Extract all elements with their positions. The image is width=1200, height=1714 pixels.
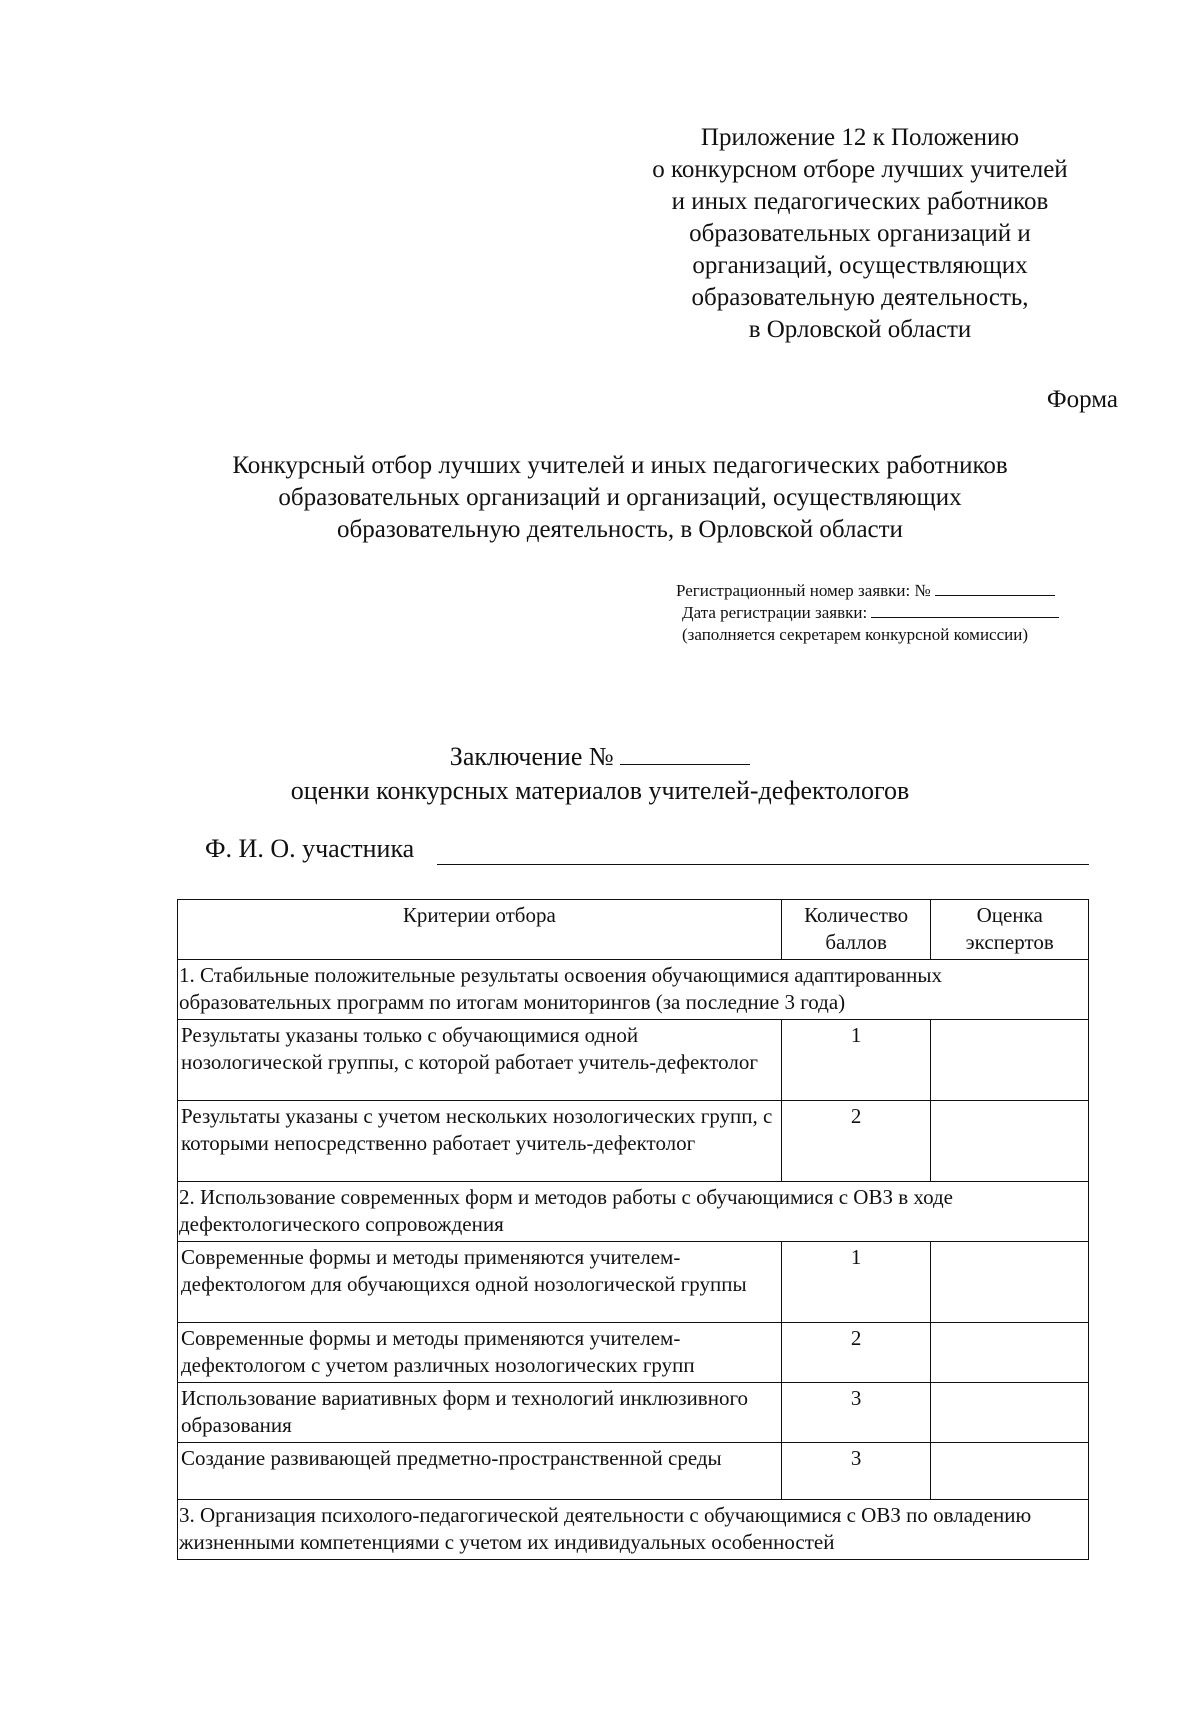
points-cell: 1 <box>781 1242 931 1323</box>
table-row <box>178 1443 1089 1500</box>
appendix-line: и иных педагогических работников <box>671 188 1049 215</box>
points-cell: 2 <box>781 1323 931 1383</box>
participant-name-field[interactable] <box>437 864 1089 865</box>
criterion-cell: Создание развивающей предметно-пространственной среды <box>178 1443 782 1500</box>
criterion-cell: Результаты указаны с учетом нескольких нозологических групп, с которыми непосредственно работает учитель-дефектолог <box>178 1101 782 1182</box>
conclusion-subtitle: оценки конкурсных материалов учителей-дефектологов <box>290 776 910 805</box>
heading-line: образовательных организаций и организаций, осуществляющих <box>278 484 962 511</box>
criterion-cell: Современные формы и методы применяются учителем-дефектологом для обучающихся одной нозологической группы <box>178 1242 782 1323</box>
criterion-cell: Использование вариативных форм и технологий инклюзивного образования <box>178 1383 782 1443</box>
table-row <box>178 1323 1089 1383</box>
header-expert: Оценка экспертов <box>931 900 1089 960</box>
appendix-line: организаций, осуществляющих <box>692 252 1028 279</box>
section-title: 2. Использование современных форм и методов работы с обучающимися с ОВЗ в ходе дефектологического сопровождения <box>178 1182 1089 1242</box>
points-cell: 3 <box>781 1443 931 1500</box>
section-title: 3. Организация психолого-педагогической деятельности с обучающимися с ОВЗ по овладению жизненными компетенциями с учетом их индивидуальных особенностей <box>178 1500 1089 1560</box>
conclusion-block <box>250 740 950 808</box>
document-heading <box>170 450 1070 546</box>
form-label: Форма <box>1046 386 1118 413</box>
section-row <box>178 1500 1089 1560</box>
expert-score-cell[interactable] <box>931 1020 1089 1101</box>
registration-block <box>676 580 1059 646</box>
appendix-line: в Орловской области <box>748 316 972 343</box>
registration-date-label: Дата регистрации заявки: <box>682 603 868 622</box>
conclusion-number-field[interactable] <box>620 744 750 765</box>
appendix-line: образовательных организаций и <box>689 220 1031 247</box>
expert-score-cell[interactable] <box>931 1323 1089 1383</box>
section-title: 1. Стабильные положительные результаты освоения обучающимися адаптированных образовательных программ по итогам мониторингов (за последние 3 года) <box>178 960 1089 1020</box>
expert-score-cell[interactable] <box>931 1101 1089 1182</box>
criterion-cell: Современные формы и методы применяются учителем-дефектологом с учетом различных нозологических групп <box>178 1323 782 1383</box>
header-criteria: Критерии отбора <box>178 900 782 960</box>
registration-note: (заполняется секретарем конкурсной комиссии) <box>682 625 1028 644</box>
criterion-cell: Результаты указаны только с обучающимися одной нозологической группы, с которой работает учитель-дефектолог <box>178 1020 782 1101</box>
registration-number-field[interactable] <box>935 580 1055 596</box>
points-cell: 3 <box>781 1383 931 1443</box>
header-points: Количество баллов <box>781 900 931 960</box>
table-row <box>178 1020 1089 1101</box>
participant-label: Ф. И. О. участника <box>205 834 415 863</box>
section-row <box>178 1182 1089 1242</box>
table-row <box>178 1101 1089 1182</box>
appendix-line: образовательную деятельность, <box>691 284 1029 311</box>
conclusion-title: Заключение № <box>449 742 614 771</box>
points-cell: 2 <box>781 1101 931 1182</box>
registration-number-label: Регистрационный номер заявки: № <box>676 581 931 600</box>
appendix-line: Приложение 12 к Положению <box>700 124 1020 151</box>
section-row <box>178 960 1089 1020</box>
heading-line: образовательную деятельность, в Орловской области <box>337 516 903 543</box>
expert-score-cell[interactable] <box>931 1383 1089 1443</box>
table-row <box>178 1383 1089 1443</box>
table-row <box>178 1242 1089 1323</box>
appendix-line: о конкурсном отборе лучших учителей <box>652 156 1068 183</box>
expert-score-cell[interactable] <box>931 1242 1089 1323</box>
expert-score-cell[interactable] <box>931 1443 1089 1500</box>
criteria-table <box>177 899 1089 1560</box>
heading-line: Конкурсный отбор лучших учителей и иных педагогических работников <box>232 452 1008 479</box>
registration-date-field[interactable] <box>871 602 1059 618</box>
table-header-row <box>178 900 1089 960</box>
points-cell: 1 <box>781 1020 931 1101</box>
appendix-block <box>610 122 1110 346</box>
